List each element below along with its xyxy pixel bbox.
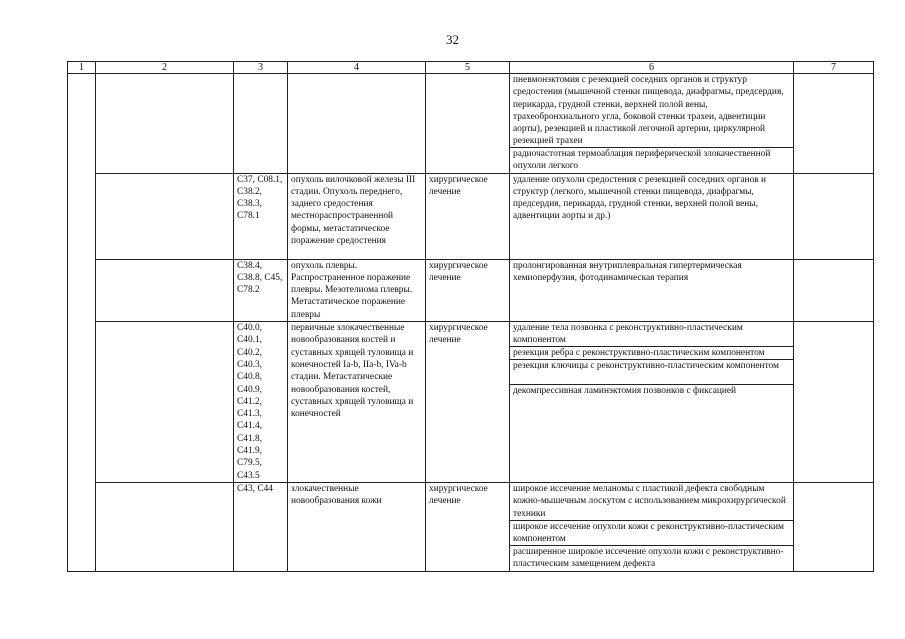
column-header: 4: [288, 62, 426, 74]
cell-col2: [96, 482, 234, 571]
treatment-type-cell: хирургическое лечение: [426, 322, 510, 483]
method-item: широкое иссечение опухоли кожи с реконструктивно-пластическим компонентом: [510, 521, 793, 546]
methods-cell: [510, 322, 794, 483]
methods-cell: [510, 74, 794, 174]
column-header: 2: [96, 62, 234, 74]
methods-cell: [510, 482, 794, 571]
column-numbers-row: [68, 62, 874, 74]
diagnosis-cell: злокачественные новообразования кожи: [288, 482, 426, 571]
cell-col7: [794, 173, 874, 259]
method-item: пневмонэктомия с резекцией соседних органов и структур средостения (мышечной стенки пищевода, диафрагмы, предсердия, перикарда, грудной стенки, верхней полой вены, трахеобронхиального угла, боковой стенки трахеи, адвентиции аорты), резекцией и пластикой легочной артерии, циркулярной резекцией трахеи: [510, 74, 793, 148]
treatment-type-cell: [426, 74, 510, 174]
method-item: удаление опухоли средостения с резекцией соседних органов и структур (легкого, мышечной стенки пищевода, диафрагмы, предсердия, перикарда, грудной стенки, верхней полой вены, адвентиции аорты и др.): [513, 174, 767, 222]
table-row: [68, 322, 874, 483]
cell-col2: [96, 74, 234, 174]
method-item: резекция ключицы с реконструктивно-пластическим компонентом: [510, 360, 793, 385]
medical-care-table: [67, 61, 874, 572]
table-row: [68, 482, 874, 571]
column-header: 5: [426, 62, 510, 74]
method-item: радиочастотная термоаблация периферической злокачественной опухоли легкого: [513, 149, 771, 172]
icd-codes-cell: C43, C44: [234, 482, 288, 571]
method-item: декомпрессивная ламинэктомия позвонков с фиксацией: [513, 386, 737, 397]
method-item: резекция ребра с реконструктивно-пластическим компонентом: [510, 347, 793, 360]
diagnosis-cell: первичные злокачественные новообразования костей и суставных хрящей туловища и конечностей Ia-b, IIa-b, IVa-b стадии. Метастатические новообразования костей, суставных хрящей туловища и конечностей: [288, 322, 426, 483]
column-header: 7: [794, 62, 874, 74]
column-header: 6: [510, 62, 794, 74]
icd-codes-cell: C38.4, C38.8, C45, C78.2: [234, 259, 288, 321]
icd-codes-cell: C40.0, C40.1, C40.2, C40.3, C40.8, C40.9, C41.2, C41.3, C41.4, C41.8, C41.9, C79.5, C43.5: [234, 322, 288, 483]
cell-col7: [794, 259, 874, 321]
method-item: удаление тела позвонка с реконструктивно-пластическим компонентом: [510, 322, 793, 347]
cell-col7: [794, 322, 874, 483]
method-item: расширенное широкое иссечение опухоли кожи с реконструктивно-пластическим замещением дефекта: [513, 546, 784, 570]
cell-col2: [96, 173, 234, 259]
method-item: пролонгированная внутриплевральная гипертермическая хемиоперфузия, фотодинамическая терапия: [513, 260, 742, 283]
treatment-type-cell: хирургическое лечение: [426, 259, 510, 321]
cell-col7: [794, 74, 874, 174]
diagnosis-cell: опухоль вилочковой железы III стадии. Опухоль переднего, заднего средостения местнораспространенной формы, метастатическое поражение средостения: [288, 173, 426, 259]
cell-col2: [96, 322, 234, 483]
cell-col1: [68, 74, 96, 572]
treatment-type-cell: хирургическое лечение: [426, 482, 510, 571]
icd-codes-cell: C37, C08.1, C38.2, C38.3, C78.1: [234, 173, 288, 259]
icd-codes-cell: [234, 74, 288, 174]
cell-col7: [794, 482, 874, 571]
table-row: [68, 259, 874, 321]
diagnosis-cell: опухоль плевры. Распространенное поражение плевры. Мезотелиома плевры. Метастатическое поражение плевры: [288, 259, 426, 321]
table-row: [68, 173, 874, 259]
cell-col2: [96, 259, 234, 321]
column-header: 1: [68, 62, 96, 74]
method-item: широкое иссечение меланомы с пластикой дефекта свободным кожно-мышечным лоскутом с использованием микрохирургической техники: [510, 483, 793, 521]
diagnosis-cell: [288, 74, 426, 174]
page-number: 32: [446, 32, 459, 47]
methods-cell: [510, 173, 794, 259]
treatment-type-cell: хирургическое лечение: [426, 173, 510, 259]
methods-cell: [510, 259, 794, 321]
column-header: 3: [234, 62, 288, 74]
table-row: [68, 74, 874, 174]
